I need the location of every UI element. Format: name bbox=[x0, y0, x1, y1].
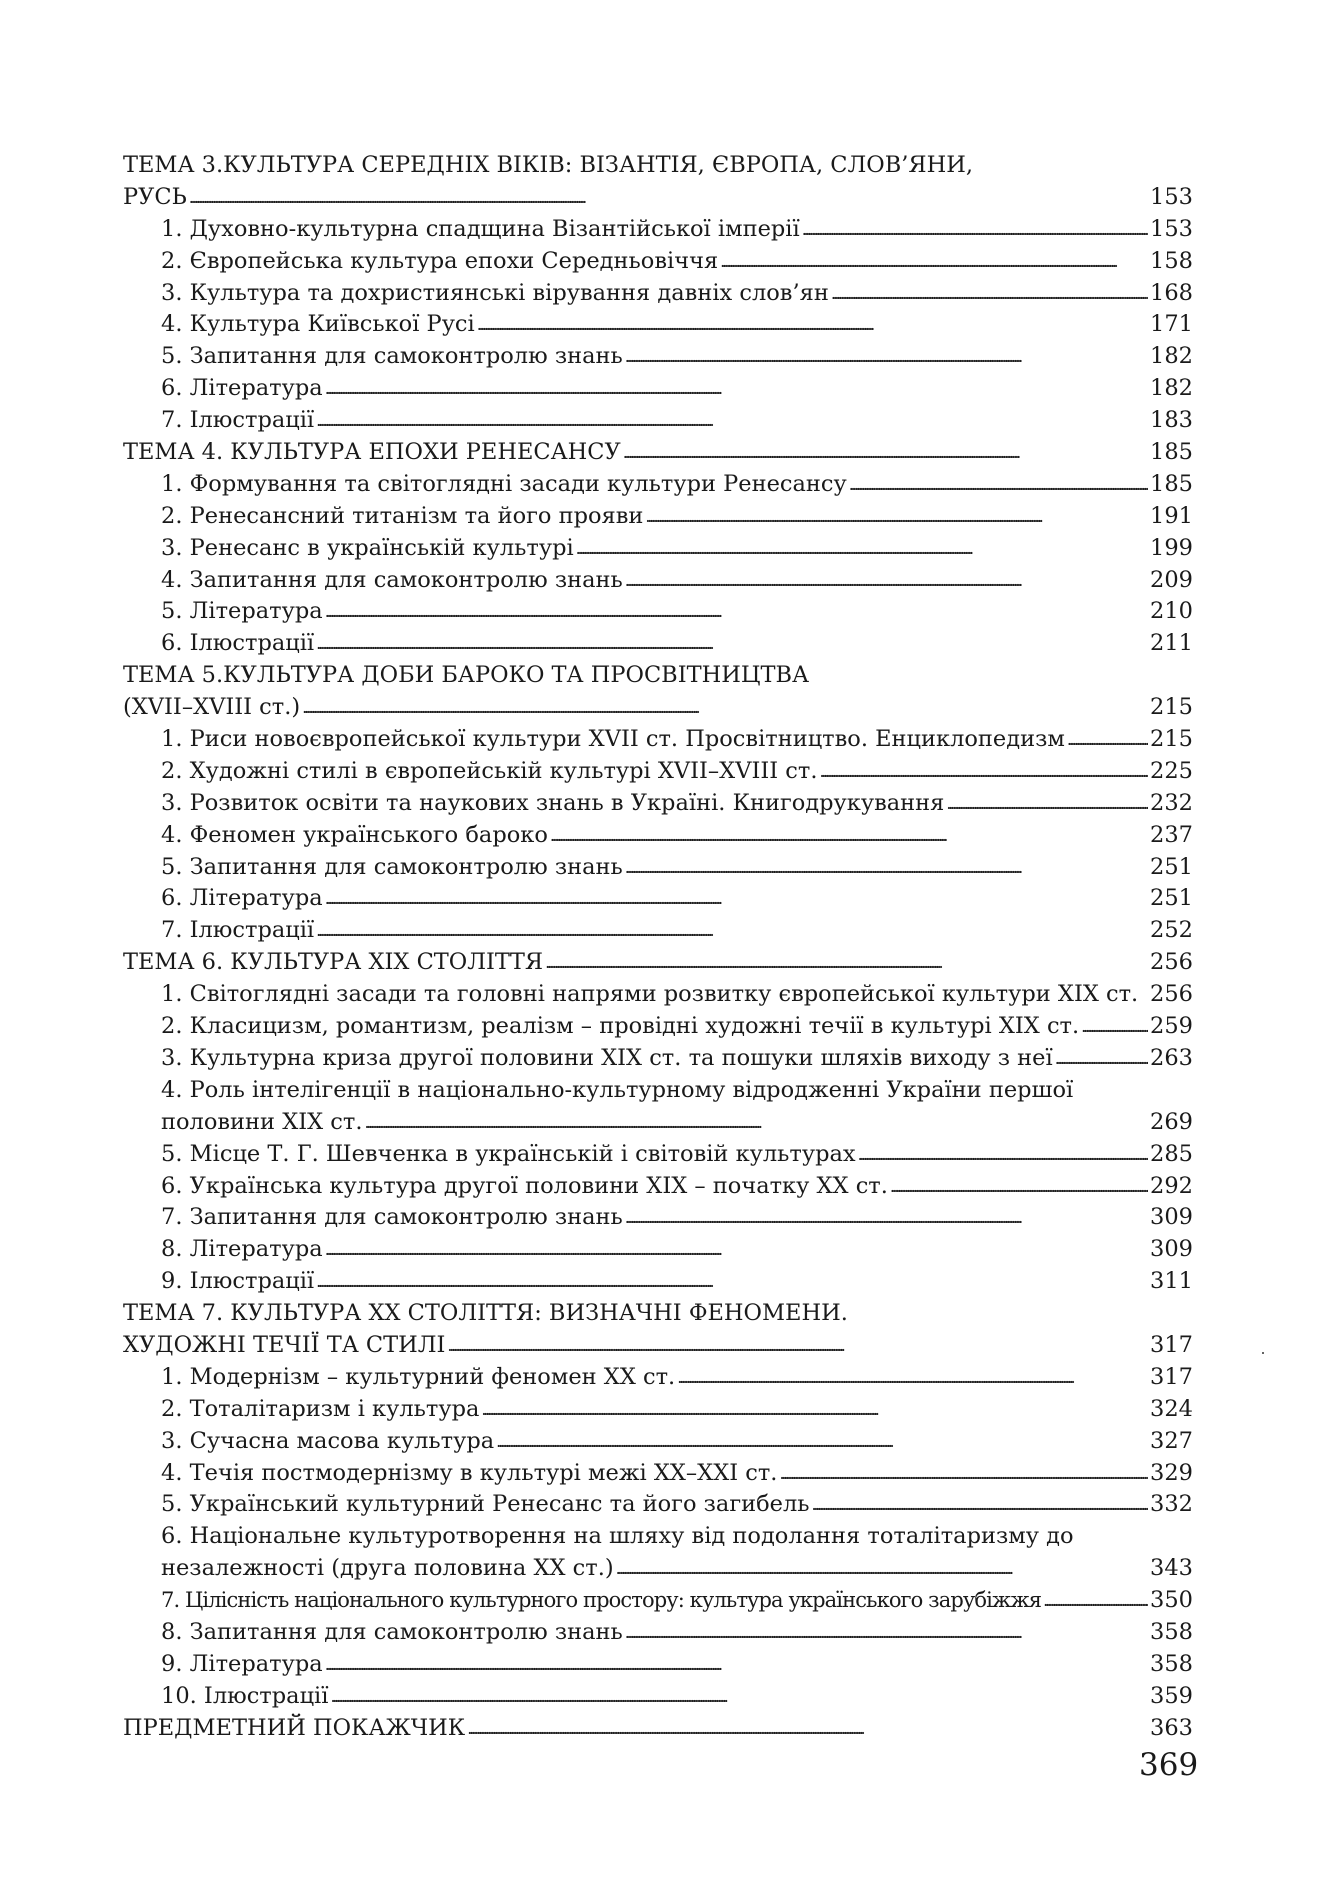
toc-leader-dots bbox=[330, 1680, 1148, 1713]
toc-page-number: 309 bbox=[1150, 1204, 1193, 1231]
toc-entry-label: 1. Модернізм – культурний феномен ХХ ст. bbox=[161, 1363, 676, 1390]
toc-page-number: 215 bbox=[1150, 726, 1193, 753]
toc-leader-dots bbox=[316, 404, 1148, 437]
toc-page-number: 311 bbox=[1150, 1268, 1193, 1295]
toc-subentry-row bbox=[123, 533, 1193, 565]
toc-leader-dots bbox=[625, 851, 1148, 884]
toc-entry-label: 3. Сучасна масова культура bbox=[161, 1427, 495, 1454]
toc-subentry-row bbox=[123, 1489, 1193, 1521]
toc-leader-dots bbox=[316, 1265, 1148, 1298]
toc-subentry-row bbox=[123, 596, 1193, 628]
toc-page-number: 332 bbox=[1150, 1491, 1193, 1518]
toc-page-number: 211 bbox=[1150, 630, 1193, 657]
toc-leader-dots bbox=[496, 1425, 1148, 1458]
toc-entry-label: 3. Ренесанс в українській культурі bbox=[161, 534, 574, 561]
toc-subentry-row bbox=[123, 1171, 1193, 1203]
toc-leader-dots bbox=[858, 1138, 1148, 1171]
toc-subentry-row bbox=[123, 1234, 1193, 1266]
toc-subentry-row bbox=[123, 724, 1193, 756]
toc-entry-label: 6. Національне культуротворення на шляху від подолання тоталітаризму до bbox=[161, 1523, 1074, 1550]
toc-subentry-row bbox=[123, 1681, 1193, 1713]
toc-entry-label: (XVII–XVIII ст.) bbox=[123, 694, 301, 721]
toc-subentry-row bbox=[123, 501, 1193, 533]
toc-subentry-row bbox=[123, 1553, 1193, 1585]
toc-entry-label: 7. Запитання для самоконтролю знань bbox=[161, 1204, 623, 1231]
toc-subentry-row bbox=[123, 628, 1193, 660]
toc-subentry-row bbox=[123, 1458, 1193, 1490]
toc-page-number: 158 bbox=[1150, 247, 1193, 274]
toc-subentry-row bbox=[123, 1202, 1193, 1234]
toc-subentry-row bbox=[123, 1075, 1193, 1107]
toc-page-number: 168 bbox=[1150, 279, 1193, 306]
toc-page-number: 359 bbox=[1150, 1682, 1193, 1709]
toc-leader-dots bbox=[625, 564, 1148, 597]
toc-entry-label: 2. Класицизм, романтизм, реалізм – провідні художні течії в культурі ХІХ ст. bbox=[161, 1013, 1080, 1040]
toc-entry-label: 6. Література bbox=[161, 885, 323, 912]
toc-subentry-row bbox=[123, 405, 1193, 437]
toc-topic-row bbox=[123, 1298, 1193, 1330]
toc-page-number: 350 bbox=[1150, 1587, 1193, 1614]
toc-topic-row bbox=[123, 947, 1193, 979]
toc-leader-dots bbox=[545, 946, 1148, 979]
toc-leader-dots bbox=[645, 500, 1148, 533]
table-of-contents bbox=[123, 150, 1193, 1745]
toc-leader-dots bbox=[364, 1106, 1148, 1139]
toc-page-number: 171 bbox=[1150, 311, 1193, 338]
toc-page-number: 269 bbox=[1150, 1108, 1193, 1135]
toc-subentry-row bbox=[123, 1521, 1193, 1553]
toc-entry-label: 1. Риси новоєвропейської культури XVII ст. Просвітництво. Енциклопедизм bbox=[161, 726, 1065, 753]
toc-page-number: 191 bbox=[1150, 502, 1193, 529]
toc-subentry-row bbox=[123, 278, 1193, 310]
toc-page-number: 182 bbox=[1150, 343, 1193, 370]
toc-leader-dots bbox=[831, 277, 1148, 310]
toc-subentry-row bbox=[123, 756, 1193, 788]
toc-subentry-row bbox=[123, 469, 1193, 501]
toc-leader-dots bbox=[325, 882, 1148, 915]
toc-entry-label: ТЕМА 4. КУЛЬТУРА ЕПОХИ РЕНЕСАНСУ bbox=[123, 439, 621, 466]
toc-entry-label: 9. Ілюстрації bbox=[161, 1268, 315, 1295]
toc-entry-label: 5. Місце Т. Г. Шевченка в українській і світовій культурах bbox=[161, 1140, 856, 1167]
toc-subentry-row bbox=[123, 1011, 1193, 1043]
toc-leader-dots bbox=[325, 595, 1148, 628]
toc-entry-label: 3. Розвиток освіти та наукових знань в Україні. Книгодрукування bbox=[161, 789, 945, 816]
toc-page-number: 237 bbox=[1150, 821, 1193, 848]
toc-page-number: 324 bbox=[1150, 1395, 1193, 1422]
toc-subentry-row bbox=[123, 1139, 1193, 1171]
toc-leader-dots bbox=[779, 1457, 1148, 1490]
toc-page-number: 329 bbox=[1150, 1459, 1193, 1486]
toc-entry-label: ТЕМА 7. КУЛЬТУРА ХХ СТОЛІТТЯ: ВИЗНАЧНІ ФЕНОМЕНИ. bbox=[123, 1300, 848, 1327]
toc-subentry-row bbox=[123, 1585, 1193, 1617]
stray-mark bbox=[1262, 1352, 1264, 1354]
toc-leader-dots bbox=[467, 1712, 1148, 1745]
toc-subentry-row bbox=[123, 852, 1193, 884]
toc-leader-dots bbox=[849, 468, 1148, 501]
toc-leader-dots bbox=[325, 1648, 1148, 1681]
toc-entry-label: 8. Запитання для самоконтролю знань bbox=[161, 1618, 623, 1645]
toc-leader-dots bbox=[1055, 1042, 1148, 1075]
toc-entry-label: 6. Ілюстрації bbox=[161, 630, 315, 657]
toc-leader-dots bbox=[677, 1361, 1148, 1394]
toc-entry-label: РУСЬ bbox=[123, 183, 187, 210]
toc-page-number: 182 bbox=[1150, 375, 1193, 402]
toc-page-number: 363 bbox=[1150, 1714, 1193, 1741]
toc-leader-dots bbox=[890, 1170, 1148, 1203]
toc-page-number: 343 bbox=[1150, 1555, 1193, 1582]
toc-page-number: 259 bbox=[1150, 1013, 1193, 1040]
toc-page-number: 309 bbox=[1150, 1236, 1193, 1263]
toc-subentry-row bbox=[123, 246, 1193, 278]
toc-topic-row bbox=[123, 150, 1193, 182]
toc-topic-row bbox=[123, 1713, 1193, 1745]
toc-subentry-row bbox=[123, 788, 1193, 820]
toc-entry-label: ТЕМА 6. КУЛЬТУРА ХІХ СТОЛІТТЯ bbox=[123, 949, 544, 976]
toc-leader-dots bbox=[550, 819, 1148, 852]
toc-subentry-row bbox=[123, 373, 1193, 405]
toc-entry-label: 6. Українська культура другої половини ХІХ – початку ХХ ст. bbox=[161, 1172, 888, 1199]
toc-page-number: 285 bbox=[1150, 1140, 1193, 1167]
toc-leader-dots bbox=[481, 1393, 1148, 1426]
toc-subentry-row bbox=[123, 341, 1193, 373]
toc-leader-dots bbox=[477, 308, 1148, 341]
toc-leader-dots bbox=[1081, 1010, 1148, 1043]
toc-subentry-row bbox=[123, 309, 1193, 341]
toc-entry-label: 6. Література bbox=[161, 375, 323, 402]
toc-entry-label: 5. Запитання для самоконтролю знань bbox=[161, 343, 623, 370]
toc-entry-label: 8. Література bbox=[161, 1236, 323, 1263]
toc-page-number: 185 bbox=[1150, 439, 1193, 466]
toc-subentry-row bbox=[123, 565, 1193, 597]
toc-page-number: 153 bbox=[1150, 183, 1193, 210]
toc-entry-label: 7. Ілюстрації bbox=[161, 407, 315, 434]
toc-entry-label: 9. Література bbox=[161, 1650, 323, 1677]
toc-entry-label: 4. Роль інтелігенції в національно-культурному відродженні України першої bbox=[161, 1076, 1074, 1103]
toc-page-number: 256 bbox=[1150, 981, 1193, 1008]
toc-leader-dots bbox=[812, 1488, 1149, 1521]
toc-entry-label: 3. Культура та дохристиянські вірування давніх слов’ян bbox=[161, 279, 829, 306]
toc-leader-dots bbox=[316, 627, 1148, 660]
toc-entry-label: 5. Література bbox=[161, 598, 323, 625]
toc-page-number: 358 bbox=[1150, 1650, 1193, 1677]
toc-subentry-row bbox=[123, 883, 1193, 915]
toc-leader-dots bbox=[1043, 1584, 1148, 1617]
toc-page-number: 210 bbox=[1150, 598, 1193, 625]
toc-entry-label: 2. Художні стилі в європейській культурі XVII–XVIII ст. bbox=[161, 757, 818, 784]
toc-leader-dots bbox=[720, 245, 1148, 278]
toc-page-number: 199 bbox=[1150, 534, 1193, 561]
toc-leader-dots bbox=[819, 755, 1148, 788]
toc-page-number: 232 bbox=[1150, 789, 1193, 816]
toc-page-number: 317 bbox=[1150, 1331, 1193, 1358]
toc-page-number: 251 bbox=[1150, 885, 1193, 912]
toc-entry-label: 1. Формування та світоглядні засади культури Ренесансу bbox=[161, 470, 847, 497]
toc-subentry-row bbox=[123, 1107, 1193, 1139]
toc-topic-row bbox=[123, 660, 1193, 692]
toc-leader-dots bbox=[447, 1329, 1148, 1362]
toc-entry-label: 5. Український культурний Ренесанс та його загибель bbox=[161, 1491, 810, 1518]
toc-subentry-row bbox=[123, 1043, 1193, 1075]
toc-leader-dots bbox=[623, 436, 1148, 469]
toc-topic-row bbox=[123, 437, 1193, 469]
toc-entry-label: 7. Ілюстрації bbox=[161, 917, 315, 944]
toc-page-number: 263 bbox=[1150, 1044, 1193, 1071]
toc-entry-label: 7. Цілісність національного культурного простору: культура українського зарубіжжя bbox=[161, 1588, 1042, 1613]
toc-entry-label: 4. Культура Київської Русі bbox=[161, 311, 475, 338]
toc-subentry-row bbox=[123, 214, 1193, 246]
toc-leader-dots bbox=[325, 1233, 1148, 1266]
toc-topic-row bbox=[123, 1330, 1193, 1362]
toc-page-number: 327 bbox=[1150, 1427, 1193, 1454]
toc-leader-dots bbox=[576, 532, 1148, 565]
toc-entry-label: 4. Феномен українського бароко bbox=[161, 821, 548, 848]
toc-leader-dots bbox=[316, 914, 1148, 947]
toc-entry-label: ТЕМА 5.КУЛЬТУРА ДОБИ БАРОКО ТА ПРОСВІТНИЦТВА bbox=[123, 662, 810, 689]
toc-page-number: 209 bbox=[1150, 566, 1193, 593]
toc-entry-label: 4. Запитання для самоконтролю знань bbox=[161, 566, 623, 593]
toc-page-number: 256 bbox=[1150, 949, 1193, 976]
toc-entry-label: незалежності (друга половина ХХ ст.) bbox=[161, 1555, 614, 1582]
toc-subentry-row bbox=[123, 820, 1193, 852]
toc-subentry-row bbox=[123, 1617, 1193, 1649]
toc-entry-label: 10. Ілюстрації bbox=[161, 1682, 329, 1709]
toc-page-number: 358 bbox=[1150, 1618, 1193, 1645]
toc-entry-label: 2. Тоталітаризм і культура bbox=[161, 1395, 480, 1422]
toc-entry-label: 1. Світоглядні засади та головні напрями розвитку європейської культури ХІХ ст. bbox=[161, 981, 1139, 1008]
toc-subentry-row bbox=[123, 1362, 1193, 1394]
toc-subentry-row bbox=[123, 1426, 1193, 1458]
toc-entry-label: ПРЕДМЕТНИЙ ПОКАЖЧИК bbox=[123, 1714, 466, 1741]
toc-entry-label: 1. Духовно-культурна спадщина Візантійської імперії bbox=[161, 215, 800, 242]
toc-leader-dots bbox=[302, 691, 1148, 724]
toc-leader-dots bbox=[1067, 723, 1148, 756]
toc-page-number: 292 bbox=[1150, 1172, 1193, 1199]
toc-page-number: 185 bbox=[1150, 470, 1193, 497]
toc-leader-dots bbox=[625, 1616, 1148, 1649]
toc-topic-row bbox=[123, 182, 1193, 214]
toc-entry-label: ХУДОЖНІ ТЕЧІЇ ТА СТИЛІ bbox=[123, 1331, 446, 1358]
toc-entry-label: половини ХІХ ст. bbox=[161, 1108, 363, 1135]
toc-subentry-row bbox=[123, 1394, 1193, 1426]
toc-leader-dots bbox=[325, 372, 1148, 405]
toc-entry-label: 2. Європейська культура епохи Середньовіччя bbox=[161, 247, 719, 274]
toc-leader-dots bbox=[802, 213, 1148, 246]
toc-entry-label: 2. Ренесансний титанізм та його прояви bbox=[161, 502, 644, 529]
toc-leader-dots bbox=[625, 1201, 1148, 1234]
toc-leader-dots bbox=[946, 787, 1148, 820]
toc-subentry-row bbox=[123, 1649, 1193, 1681]
toc-leader-dots bbox=[189, 181, 1148, 214]
toc-subentry-row bbox=[123, 915, 1193, 947]
toc-topic-row bbox=[123, 692, 1193, 724]
toc-page-number: 252 bbox=[1150, 917, 1193, 944]
page-number: 369 bbox=[1139, 1747, 1199, 1783]
toc-subentry-row bbox=[123, 979, 1193, 1011]
toc-entry-label: 3. Культурна криза другої половини ХІХ ст. та пошуки шляхів виходу з неї bbox=[161, 1044, 1053, 1071]
toc-page-number: 215 bbox=[1150, 694, 1193, 721]
toc-page-number: 183 bbox=[1150, 407, 1193, 434]
toc-page-number: 153 bbox=[1150, 215, 1193, 242]
toc-page-number: 225 bbox=[1150, 757, 1193, 784]
toc-page-number: 317 bbox=[1150, 1363, 1193, 1390]
toc-subentry-row bbox=[123, 1266, 1193, 1298]
toc-page-number: 251 bbox=[1150, 853, 1193, 880]
toc-entry-label: 4. Течія постмодернізму в культурі межі ХХ–ХХІ ст. bbox=[161, 1459, 778, 1486]
toc-entry-label: 5. Запитання для самоконтролю знань bbox=[161, 853, 623, 880]
toc-leader-dots bbox=[616, 1552, 1148, 1585]
toc-entry-label: ТЕМА 3.КУЛЬТУРА СЕРЕДНІХ ВІКІВ: ВІЗАНТІЯ, ЄВРОПА, СЛОВ’ЯНИ, bbox=[123, 152, 973, 178]
toc-leader-dots bbox=[625, 340, 1148, 373]
